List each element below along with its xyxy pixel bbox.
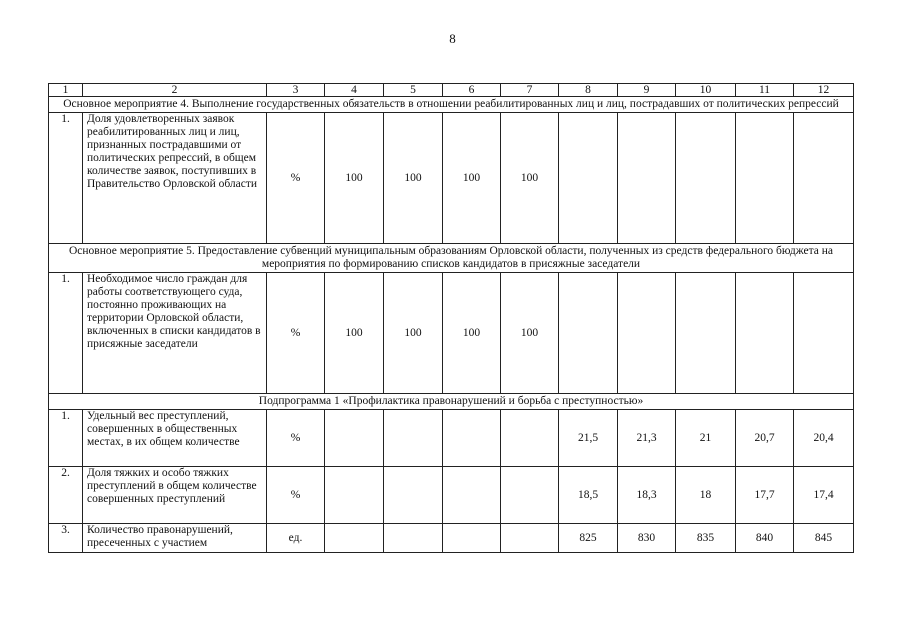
value-cell: 100 — [443, 273, 501, 394]
table-row — [49, 113, 854, 244]
value-cell — [443, 524, 501, 553]
value-cell — [736, 273, 794, 394]
value-cell: 18,5 — [559, 467, 618, 524]
value-cell — [559, 273, 618, 394]
page-number: 8 — [449, 31, 456, 46]
value-cell — [443, 410, 501, 467]
value-cell: 825 — [559, 524, 618, 553]
indicators-table — [48, 83, 854, 553]
value-cell: 100 — [443, 113, 501, 244]
value-cell: 20,7 — [736, 410, 794, 467]
value-cell — [618, 273, 676, 394]
header-cell: 1 — [49, 84, 83, 97]
value-cell — [325, 467, 384, 524]
header-cell: 4 — [325, 84, 384, 97]
value-cell — [384, 410, 443, 467]
row-number: 1. — [49, 273, 83, 394]
table-body — [49, 84, 854, 553]
section-title: Основное мероприятие 5. Предоставление субвенций муниципальным образованиям Орловской области, полученных из средств федерального бюджета на мероприятия по формированию списков кандидатов в присяжные заседатели — [49, 244, 854, 273]
value-cell — [794, 113, 854, 244]
value-cell: 21,5 — [559, 410, 618, 467]
header-cell: 10 — [676, 84, 736, 97]
header-cell: 7 — [501, 84, 559, 97]
value-cell: 100 — [501, 113, 559, 244]
value-cell: 100 — [501, 273, 559, 394]
header-cell: 8 — [559, 84, 618, 97]
value-cell: 21,3 — [618, 410, 676, 467]
value-cell — [676, 113, 736, 244]
value-cell — [501, 524, 559, 553]
table-row — [49, 524, 854, 553]
indicator-name: Необходимое число граждан для работы соответствующего суда, постоянно проживающих на территории Орловской области, включенных в списки кандидатов в присяжные заседатели — [83, 273, 267, 394]
header-cell: 11 — [736, 84, 794, 97]
header-cell: 3 — [267, 84, 325, 97]
unit-cell: ед. — [267, 524, 325, 553]
value-cell — [325, 410, 384, 467]
value-cell — [384, 467, 443, 524]
value-cell — [559, 113, 618, 244]
table-row — [49, 273, 854, 394]
section-row — [49, 97, 854, 113]
value-cell — [501, 467, 559, 524]
value-cell — [794, 273, 854, 394]
value-cell: 17,4 — [794, 467, 854, 524]
indicator-name: Доля тяжких и особо тяжких преступлений в общем количестве совершенных преступлений — [83, 467, 267, 524]
value-cell — [618, 113, 676, 244]
value-cell — [501, 410, 559, 467]
value-cell: 100 — [325, 273, 384, 394]
header-cell: 6 — [443, 84, 501, 97]
row-number: 2. — [49, 467, 83, 524]
value-cell: 840 — [736, 524, 794, 553]
value-cell: 18 — [676, 467, 736, 524]
value-cell — [443, 467, 501, 524]
row-number: 1. — [49, 113, 83, 244]
unit-cell: % — [267, 113, 325, 244]
section-row — [49, 394, 854, 410]
unit-cell: % — [267, 273, 325, 394]
value-cell — [384, 524, 443, 553]
value-cell: 100 — [384, 113, 443, 244]
value-cell: 100 — [384, 273, 443, 394]
header-cell: 9 — [618, 84, 676, 97]
table-row — [49, 410, 854, 467]
value-cell: 830 — [618, 524, 676, 553]
value-cell: 100 — [325, 113, 384, 244]
header-cell: 2 — [83, 84, 267, 97]
section-row — [49, 244, 854, 273]
value-cell: 21 — [676, 410, 736, 467]
indicator-name: Доля удовлетворенных заявок реабилитированных лиц и лиц, признанных пострадавшими от политических репрессий, в общем количестве заявок, поступивших в Правительство Орловской области — [83, 113, 267, 244]
value-cell: 835 — [676, 524, 736, 553]
row-number: 1. — [49, 410, 83, 467]
section-title: Основное мероприятие 4. Выполнение государственных обязательств в отношении реабилитированных лиц и лиц, пострадавших от политических репрессий — [49, 97, 854, 113]
row-number: 3. — [49, 524, 83, 553]
value-cell — [325, 524, 384, 553]
value-cell: 20,4 — [794, 410, 854, 467]
value-cell: 17,7 — [736, 467, 794, 524]
value-cell — [676, 273, 736, 394]
header-cell: 5 — [384, 84, 443, 97]
header-cell: 12 — [794, 84, 854, 97]
table-row — [49, 467, 854, 524]
value-cell: 18,3 — [618, 467, 676, 524]
unit-cell: % — [267, 467, 325, 524]
unit-cell: % — [267, 410, 325, 467]
value-cell — [736, 113, 794, 244]
section-title: Подпрограмма 1 «Профилактика правонарушений и борьба с преступностью» — [49, 394, 854, 410]
header-row — [49, 84, 854, 97]
indicator-name: Количество правонарушений, пресеченных с участием — [83, 524, 267, 553]
value-cell: 845 — [794, 524, 854, 553]
indicator-name: Удельный вес преступлений, совершенных в общественных местах, в их общем количестве — [83, 410, 267, 467]
